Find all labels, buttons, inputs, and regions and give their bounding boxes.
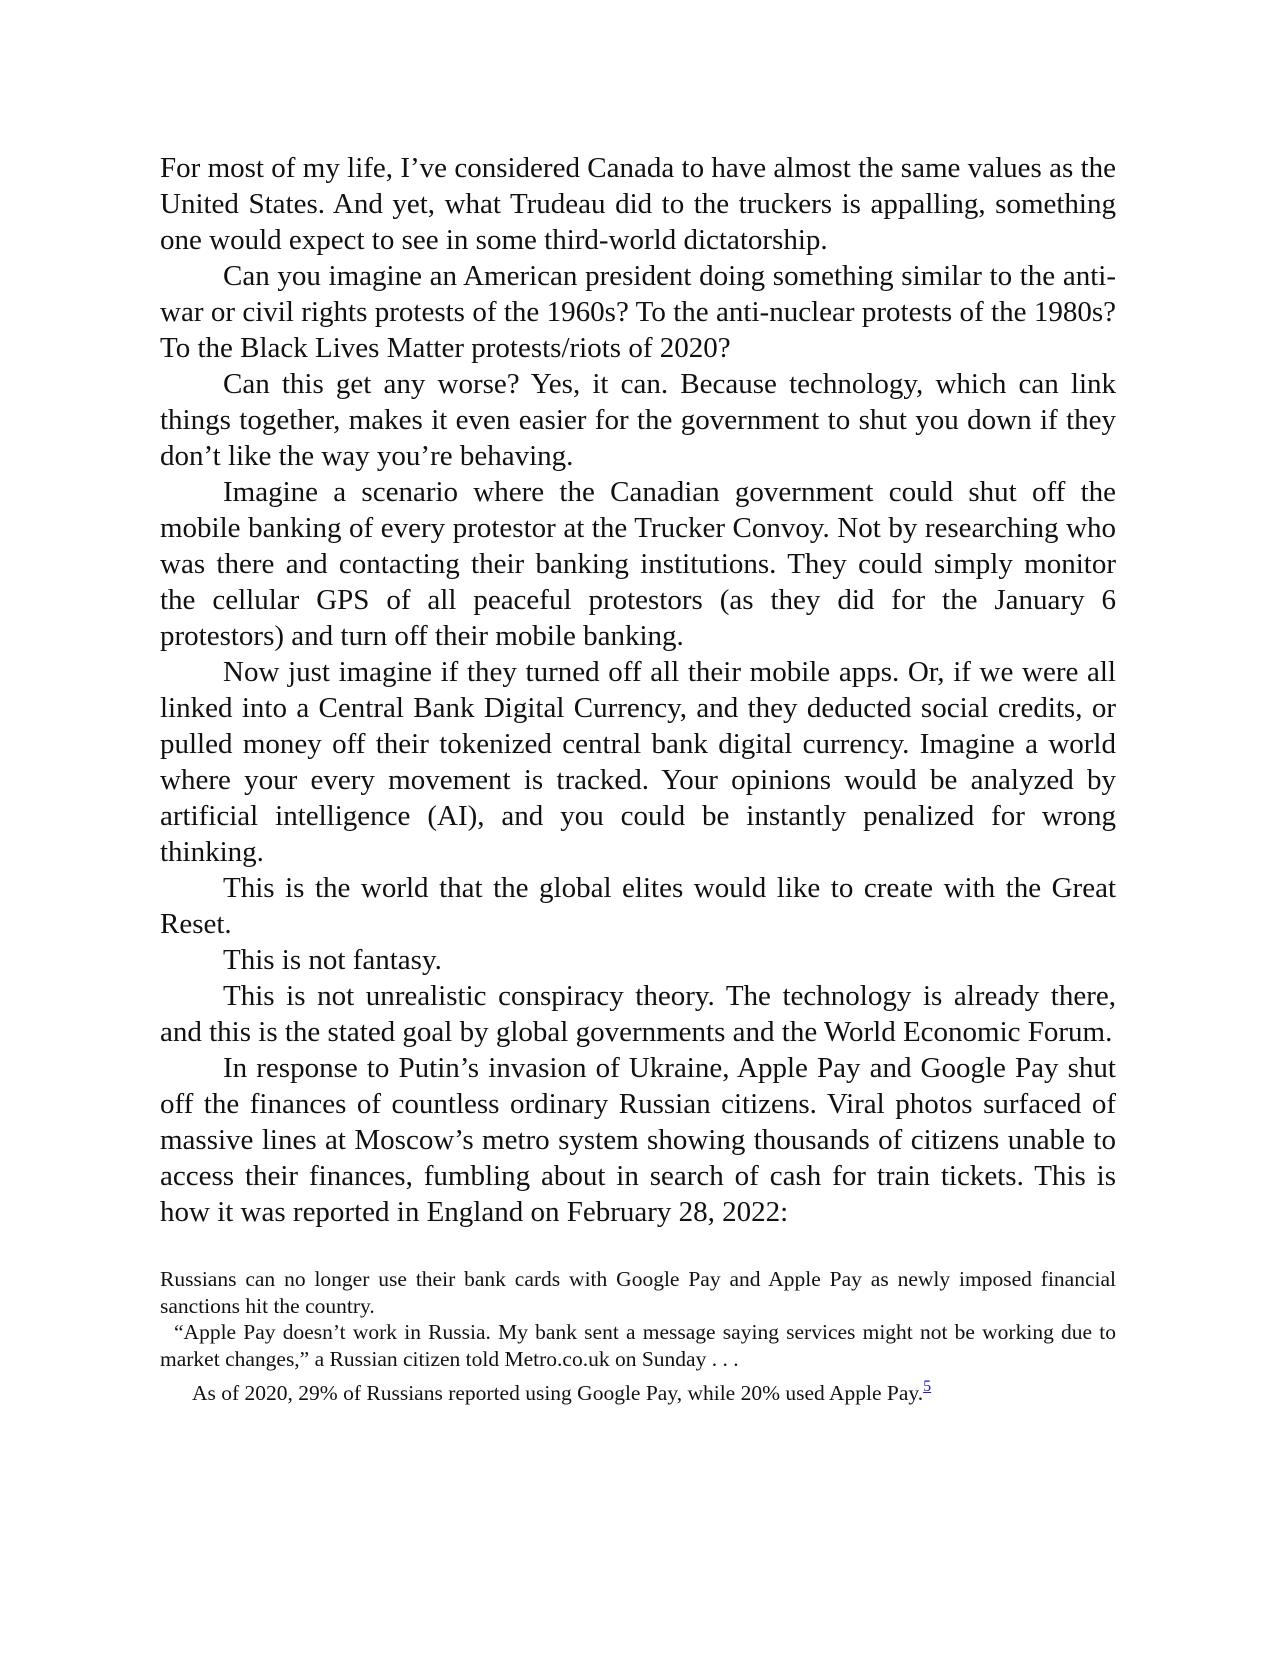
paragraph: For most of my life, I’ve considered Canada to have almost the same values as the United States. And yet, what Trudeau did to the truckers is appalling, something one would expect to see in some third-world dictatorship. — [160, 152, 1116, 256]
paragraph: This is not fantasy. — [223, 944, 442, 976]
paragraph: In response to Putin’s invasion of Ukraine, Apple Pay and Google Pay shut off the finances of countless ordinary Russian citizens. Viral photos surfaced of massive lines at Moscow’s metro system showing thousands of citizens unable to access their finances, fumbling about in search of cash for train tickets. This is how it was reported in England on February 28, 2022: — [160, 1052, 1116, 1228]
footnote-link[interactable]: 5 — [923, 1378, 932, 1395]
paragraph: Now just imagine if they turned off all their mobile apps. Or, if we were all linked into a Central Bank Digital Currency, and they deducted social credits, or pulled money off their tokenized central bank digital currency. Imagine a world where your every movement is tracked. Your opinions would be analyzed by artificial intelligence (AI), and you could be instantly penalized for wrong thinking. — [160, 656, 1116, 868]
paragraph: Can this get any worse? Yes, it can. Because technology, which can link things together, makes it even easier for the government to shut you down if they don’t like the way you’re behaving. — [160, 368, 1116, 472]
paragraph: Can you imagine an American president doing something similar to the anti-war or civil rights protests of the 1960s? To the anti-nuclear protests of the 1980s? To the Black Lives Matter protests/riots of 2020? — [160, 260, 1116, 364]
main-text — [160, 150, 1116, 1230]
quote-paragraph-last — [160, 1380, 1116, 1407]
paragraph: Imagine a scenario where the Canadian government could shut off the mobile banking of every protestor at the Trucker Convoy. Not by researching who was there and contacting their banking institutions. They could simply monitor the cellular GPS of all peaceful protestors (as they did for the January 6 protestors) and turn off their mobile banking. — [160, 476, 1116, 652]
quote-paragraph: “Apple Pay doesn’t work in Russia. My bank sent a message saying services might not be working due to market changes,” a Russian citizen told Metro.co.uk on Sunday . . . — [160, 1320, 1116, 1371]
block-quote — [160, 1266, 1116, 1407]
paragraph: This is the world that the global elites would like to create with the Great Reset. — [160, 872, 1116, 940]
page-content — [160, 150, 1116, 1407]
quote-paragraph-text: As of 2020, 29% of Russians reported using Google Pay, while 20% used Apple Pay. — [192, 1381, 924, 1405]
paragraph: This is not unrealistic conspiracy theory. The technology is already there, and this is the stated goal by global governments and the World Economic Forum. — [160, 980, 1116, 1048]
quote-paragraph: Russians can no longer use their bank cards with Google Pay and Apple Pay as newly imposed financial sanctions hit the country. — [160, 1267, 1116, 1318]
